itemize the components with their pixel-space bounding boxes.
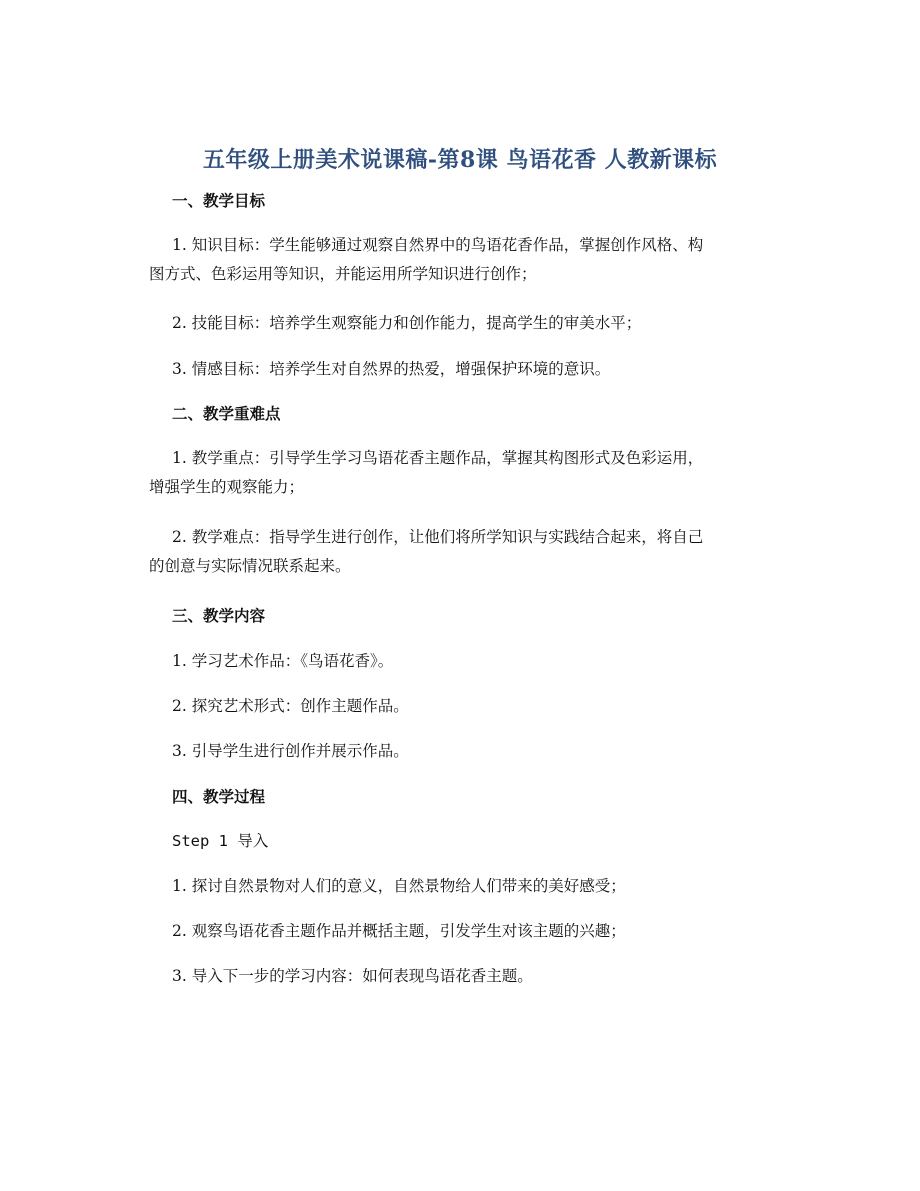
paragraph-difficult-point xyxy=(149,523,772,581)
step-heading-text: Step 1 导入 xyxy=(172,832,269,850)
paragraph-line: 图方式、色彩运用等知识，并能运用所学知识进行创作； xyxy=(149,265,537,283)
paragraph-process-item: 1. 探讨自然景物对人们的意义，自然景物给人们带来的美好感受； xyxy=(172,877,626,895)
paragraph-line: 增强学生的观察能力； xyxy=(149,478,305,496)
section-heading-key-points: 二、教学重难点 xyxy=(172,404,281,423)
section-heading-process: 四、教学过程 xyxy=(172,787,266,806)
paragraph-process-item: 3. 导入下一步的学习内容：如何表现鸟语花香主题。 xyxy=(172,967,533,985)
paragraph-key-point xyxy=(149,444,772,502)
paragraph-line: 1. 知识目标：学生能够通过观察自然界中的鸟语花香作品，掌握创作风格、构 xyxy=(172,236,704,254)
paragraph-line: 2. 教学难点：指导学生进行创作，让他们将所学知识与实践结合起来，将自己 xyxy=(172,528,704,546)
paragraph-process-item: 2. 观察鸟语花香主题作品并概括主题，引发学生对该主题的兴趣； xyxy=(172,922,626,940)
step-heading xyxy=(172,827,772,856)
paragraph-knowledge-objective xyxy=(149,231,772,289)
document-title: 五年级上册美术说课稿-第8课 鸟语花香 人教新课标 xyxy=(202,147,718,173)
section-heading-content: 三、教学内容 xyxy=(172,606,266,625)
section-heading-objectives: 一、教学目标 xyxy=(172,191,266,210)
paragraph-emotion-objective: 3. 情感目标：培养学生对自然界的热爱，增强保护环境的意识。 xyxy=(172,360,611,378)
paragraph-line: 的创意与实际情况联系起来。 xyxy=(149,557,351,575)
paragraph-content-item: 1. 学习艺术作品：《鸟语花香》。 xyxy=(172,652,394,670)
paragraph-content-item: 3. 引导学生进行创作并展示作品。 xyxy=(172,742,409,760)
paragraph-line: 1. 教学重点：引导学生学习鸟语花香主题作品，掌握其构图形式及色彩运用， xyxy=(172,449,704,467)
paragraph-skill-objective: 2. 技能目标：培养学生观察能力和创作能力，提高学生的审美水平； xyxy=(172,314,642,332)
paragraph-content-item: 2. 探究艺术形式：创作主题作品。 xyxy=(172,697,409,715)
